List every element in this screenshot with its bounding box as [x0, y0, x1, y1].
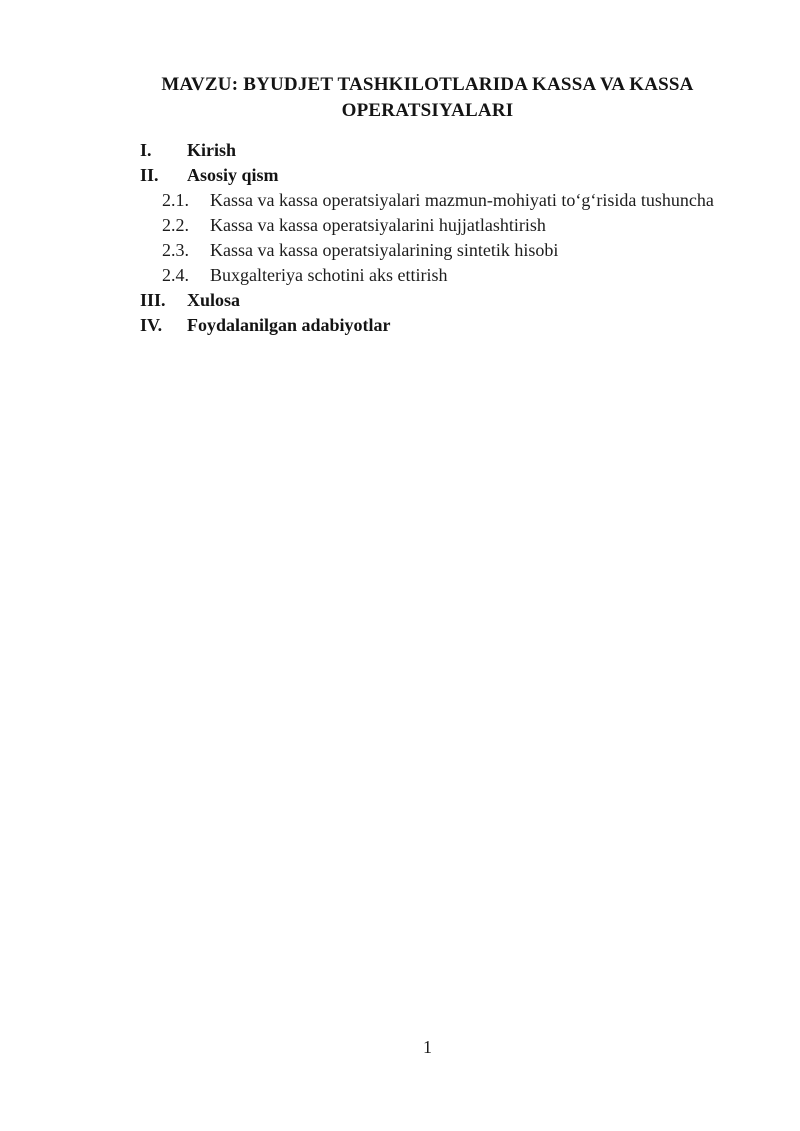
outline-item-number: 2.2. [162, 215, 189, 235]
outline-item-xulosa [140, 288, 765, 313]
page-title-line-2: OPERATSIYALARI [341, 100, 514, 121]
outline-item-label: Kirish [187, 140, 237, 160]
page-title [140, 72, 715, 124]
page-footer [140, 1035, 715, 1060]
outline-item-label: Xulosa [187, 290, 241, 310]
outline-item-adabiyotlar [140, 313, 765, 338]
outline-item-2-1 [140, 188, 765, 213]
outline-item-number: I. [140, 140, 152, 160]
outline-item-label: Asosiy qism [187, 165, 279, 185]
outline-item-number: 2.1. [162, 190, 189, 210]
outline-item-label: Kassa va kassa operatsiyalari mazmun-mohiyati to‘g‘risida tushuncha [210, 190, 714, 210]
outline-item-number: 2.3. [162, 240, 189, 260]
outline-item-kirish [140, 138, 765, 163]
outline-item-2-3 [140, 238, 765, 263]
outline-item-label: Kassa va kassa operatsiyalarini hujjatlashtirish [210, 215, 546, 235]
page-number: 1 [423, 1037, 432, 1057]
outline-item-label: Kassa va kassa operatsiyalarining sintetik hisobi [210, 240, 559, 260]
outline-item-number: IV. [140, 315, 163, 335]
outline-item-number: 2.4. [162, 265, 189, 285]
outline-item-2-2 [140, 213, 765, 238]
outline-item-number: II. [140, 165, 159, 185]
outline-item-asosiy-qism [140, 163, 765, 188]
document-outline [140, 138, 765, 338]
outline-item-2-4 [140, 263, 765, 288]
page-title-line-1: MAVZU: BYUDJET TASHKILOTLARIDA KASSA VA KASSA [161, 74, 694, 95]
outline-item-label: Buxgalteriya schotini aks ettirish [210, 265, 448, 285]
outline-item-number: III. [140, 290, 166, 310]
outline-item-label: Foydalanilgan adabiyotlar [187, 315, 391, 335]
